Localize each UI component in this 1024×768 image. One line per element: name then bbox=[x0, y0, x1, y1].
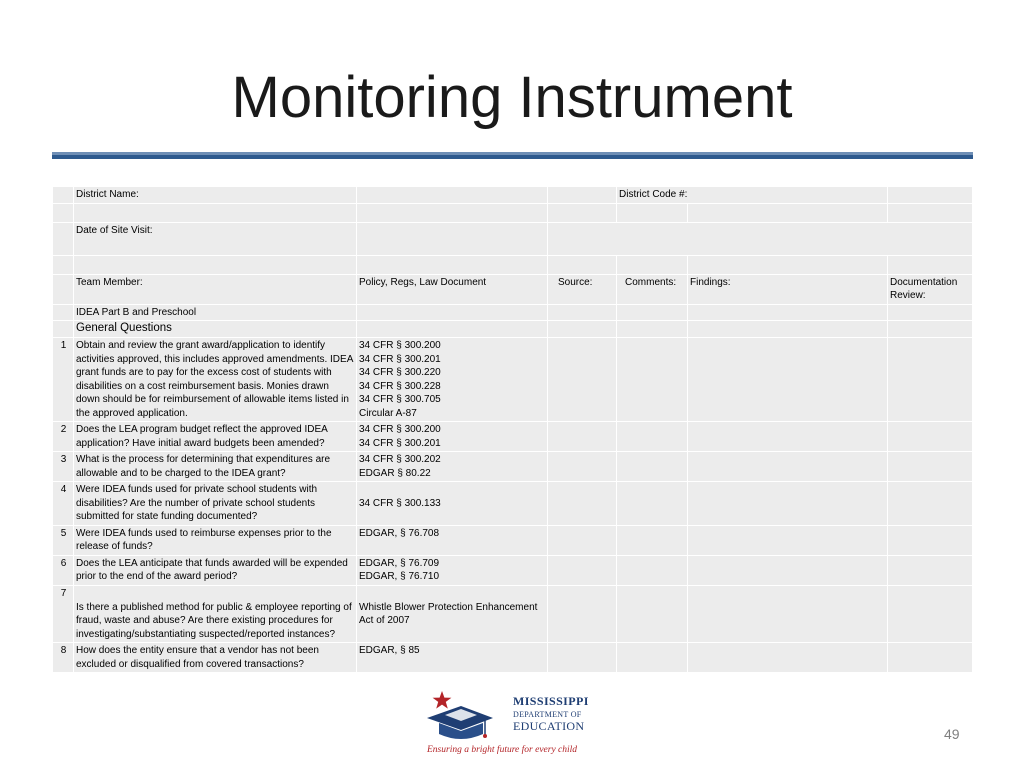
source-cell[interactable] bbox=[548, 452, 617, 482]
source-cell[interactable] bbox=[548, 482, 617, 526]
documentation-cell[interactable] bbox=[888, 585, 973, 643]
documentation-header: Documentation Review: bbox=[888, 274, 973, 304]
reference: 34 CFR § 300.133 bbox=[359, 497, 441, 509]
source-cell[interactable] bbox=[548, 585, 617, 643]
graduation-cap-star-icon bbox=[425, 690, 495, 742]
reference: 34 CFR § 300.200 bbox=[359, 340, 441, 351]
findings-cell[interactable] bbox=[688, 525, 888, 555]
comments-cell[interactable] bbox=[617, 555, 688, 585]
date-of-visit-value[interactable] bbox=[357, 222, 548, 255]
findings-cell[interactable] bbox=[688, 643, 888, 673]
reference: 34 CFR § 300.220 bbox=[359, 367, 441, 378]
documentation-cell[interactable] bbox=[888, 482, 973, 526]
district-name-label: District Name: bbox=[74, 187, 357, 204]
logo-line-2: DEPARTMENT OF bbox=[513, 710, 582, 719]
documentation-cell[interactable] bbox=[888, 555, 973, 585]
question-text: Were IDEA funds used for private school students with disabilities? Are the number of private school students submitted for state funding documented? bbox=[74, 482, 357, 526]
logo-line-3: EDUCATION bbox=[513, 719, 585, 733]
findings-cell[interactable] bbox=[688, 482, 888, 526]
policy-header: Policy, Regs, Law Document bbox=[357, 274, 548, 304]
source-cell[interactable] bbox=[548, 555, 617, 585]
reference: 34 CFR § 300.202 bbox=[359, 454, 441, 465]
reference: Circular A-87 bbox=[359, 407, 417, 419]
question-number: 6 bbox=[53, 555, 74, 585]
monitoring-table bbox=[52, 186, 973, 673]
question-number: 2 bbox=[53, 422, 74, 452]
source-cell[interactable] bbox=[548, 422, 617, 452]
reference: 34 CFR § 300.200 bbox=[359, 424, 441, 435]
date-of-visit-label: Date of Site Visit: bbox=[74, 222, 357, 255]
findings-cell[interactable] bbox=[688, 338, 888, 422]
question-number: 7 bbox=[53, 585, 74, 643]
question-refs bbox=[357, 482, 548, 526]
source-header: Source: bbox=[548, 274, 617, 304]
question-refs bbox=[357, 525, 548, 555]
logo-line-1: MISSISSIPPI bbox=[513, 694, 589, 708]
mde-logo bbox=[425, 690, 600, 762]
question-number: 3 bbox=[53, 452, 74, 482]
question-row bbox=[53, 338, 973, 422]
documentation-cell[interactable] bbox=[888, 338, 973, 422]
question-text: Were IDEA funds used to reimburse expenses prior to the release of funds? bbox=[74, 525, 357, 555]
question-row bbox=[53, 452, 973, 482]
comments-cell[interactable] bbox=[617, 585, 688, 643]
row-date bbox=[53, 222, 973, 255]
reference: 34 CFR § 300.228 bbox=[359, 380, 441, 392]
team-member-label: Team Member: bbox=[74, 274, 357, 304]
slide-title: Monitoring Instrument bbox=[231, 65, 793, 130]
district-name-value[interactable] bbox=[357, 187, 548, 204]
comments-cell[interactable] bbox=[617, 338, 688, 422]
reference: EDGAR, § 76.709 bbox=[359, 557, 440, 569]
question-row bbox=[53, 643, 973, 673]
question-text: Is there a published method for public & employee reporting of fraud, waste and abuse? Are there existing procedures for investigating/substantiating suspected/reported instances? bbox=[74, 585, 357, 643]
question-refs bbox=[357, 452, 548, 482]
row-spacer bbox=[53, 203, 973, 222]
row-district bbox=[53, 187, 973, 204]
question-text: How does the entity ensure that a vendor has not been excluded or disqualified from covered transactions? bbox=[74, 643, 357, 673]
district-code-label: District Code #: bbox=[617, 187, 888, 204]
row-spacer bbox=[53, 255, 973, 274]
reference: 34 CFR § 300.705 bbox=[359, 394, 441, 405]
row-headers bbox=[53, 274, 973, 304]
findings-cell[interactable] bbox=[688, 555, 888, 585]
findings-cell[interactable] bbox=[688, 422, 888, 452]
section-label: General Questions bbox=[74, 321, 357, 338]
reference: EDGAR, § 76.708 bbox=[359, 527, 440, 539]
question-refs bbox=[357, 422, 548, 452]
question-refs bbox=[357, 585, 548, 643]
question-row bbox=[53, 585, 973, 643]
question-row bbox=[53, 555, 973, 585]
row-section bbox=[53, 321, 973, 338]
question-number: 1 bbox=[53, 338, 74, 422]
question-number: 5 bbox=[53, 525, 74, 555]
reference: EDGAR, § 76.710 bbox=[359, 571, 440, 582]
findings-header: Findings: bbox=[688, 274, 888, 304]
question-number: 8 bbox=[53, 643, 74, 673]
district-code-value[interactable] bbox=[888, 187, 973, 204]
question-text: Obtain and review the grant award/application to identify activities approved, this includes approved amendments. IDEA grant funds are to pay for the excess cost of students with disabilities on a cost reimbursement basis. Monies drawn down should be for reimbursement of allowable items listed in the approved application. bbox=[74, 338, 357, 422]
source-cell[interactable] bbox=[548, 643, 617, 673]
question-refs bbox=[357, 643, 548, 673]
comments-cell[interactable] bbox=[617, 482, 688, 526]
question-row bbox=[53, 525, 973, 555]
question-row bbox=[53, 422, 973, 452]
comments-header: Comments: bbox=[617, 274, 688, 304]
reference: EDGAR § 80.22 bbox=[359, 467, 431, 479]
source-cell[interactable] bbox=[548, 338, 617, 422]
comments-cell[interactable] bbox=[617, 525, 688, 555]
page-number: 49 bbox=[944, 726, 960, 742]
program-label: IDEA Part B and Preschool bbox=[74, 304, 357, 321]
reference: 34 CFR § 300.201 bbox=[359, 437, 441, 449]
question-number: 4 bbox=[53, 482, 74, 526]
question-row bbox=[53, 482, 973, 526]
comments-cell[interactable] bbox=[617, 422, 688, 452]
documentation-cell[interactable] bbox=[888, 422, 973, 452]
question-text: Does the LEA anticipate that funds awarded will be expended prior to the end of the award period? bbox=[74, 555, 357, 585]
reference: 34 CFR § 300.201 bbox=[359, 353, 441, 365]
comments-cell[interactable] bbox=[617, 643, 688, 673]
question-refs bbox=[357, 555, 548, 585]
findings-cell[interactable] bbox=[688, 585, 888, 643]
documentation-cell[interactable] bbox=[888, 452, 973, 482]
findings-cell[interactable] bbox=[688, 452, 888, 482]
question-text: What is the process for determining that expenditures are allowable and to be charged to the IDEA grant? bbox=[74, 452, 357, 482]
logo-tagline: Ensuring a bright future for every child bbox=[427, 745, 578, 755]
comments-cell[interactable] bbox=[617, 452, 688, 482]
source-cell[interactable] bbox=[548, 525, 617, 555]
documentation-cell[interactable] bbox=[888, 643, 973, 673]
reference: Whistle Blower Protection Enhancement Act of 2007 bbox=[359, 601, 538, 626]
documentation-cell[interactable] bbox=[888, 525, 973, 555]
title-divider-bottom bbox=[52, 155, 973, 159]
question-refs bbox=[357, 338, 548, 422]
question-text: Does the LEA program budget reflect the approved IDEA application? Have initial award budgets been amended? bbox=[74, 422, 357, 452]
reference: EDGAR, § 85 bbox=[359, 645, 420, 656]
row-program bbox=[53, 304, 973, 321]
